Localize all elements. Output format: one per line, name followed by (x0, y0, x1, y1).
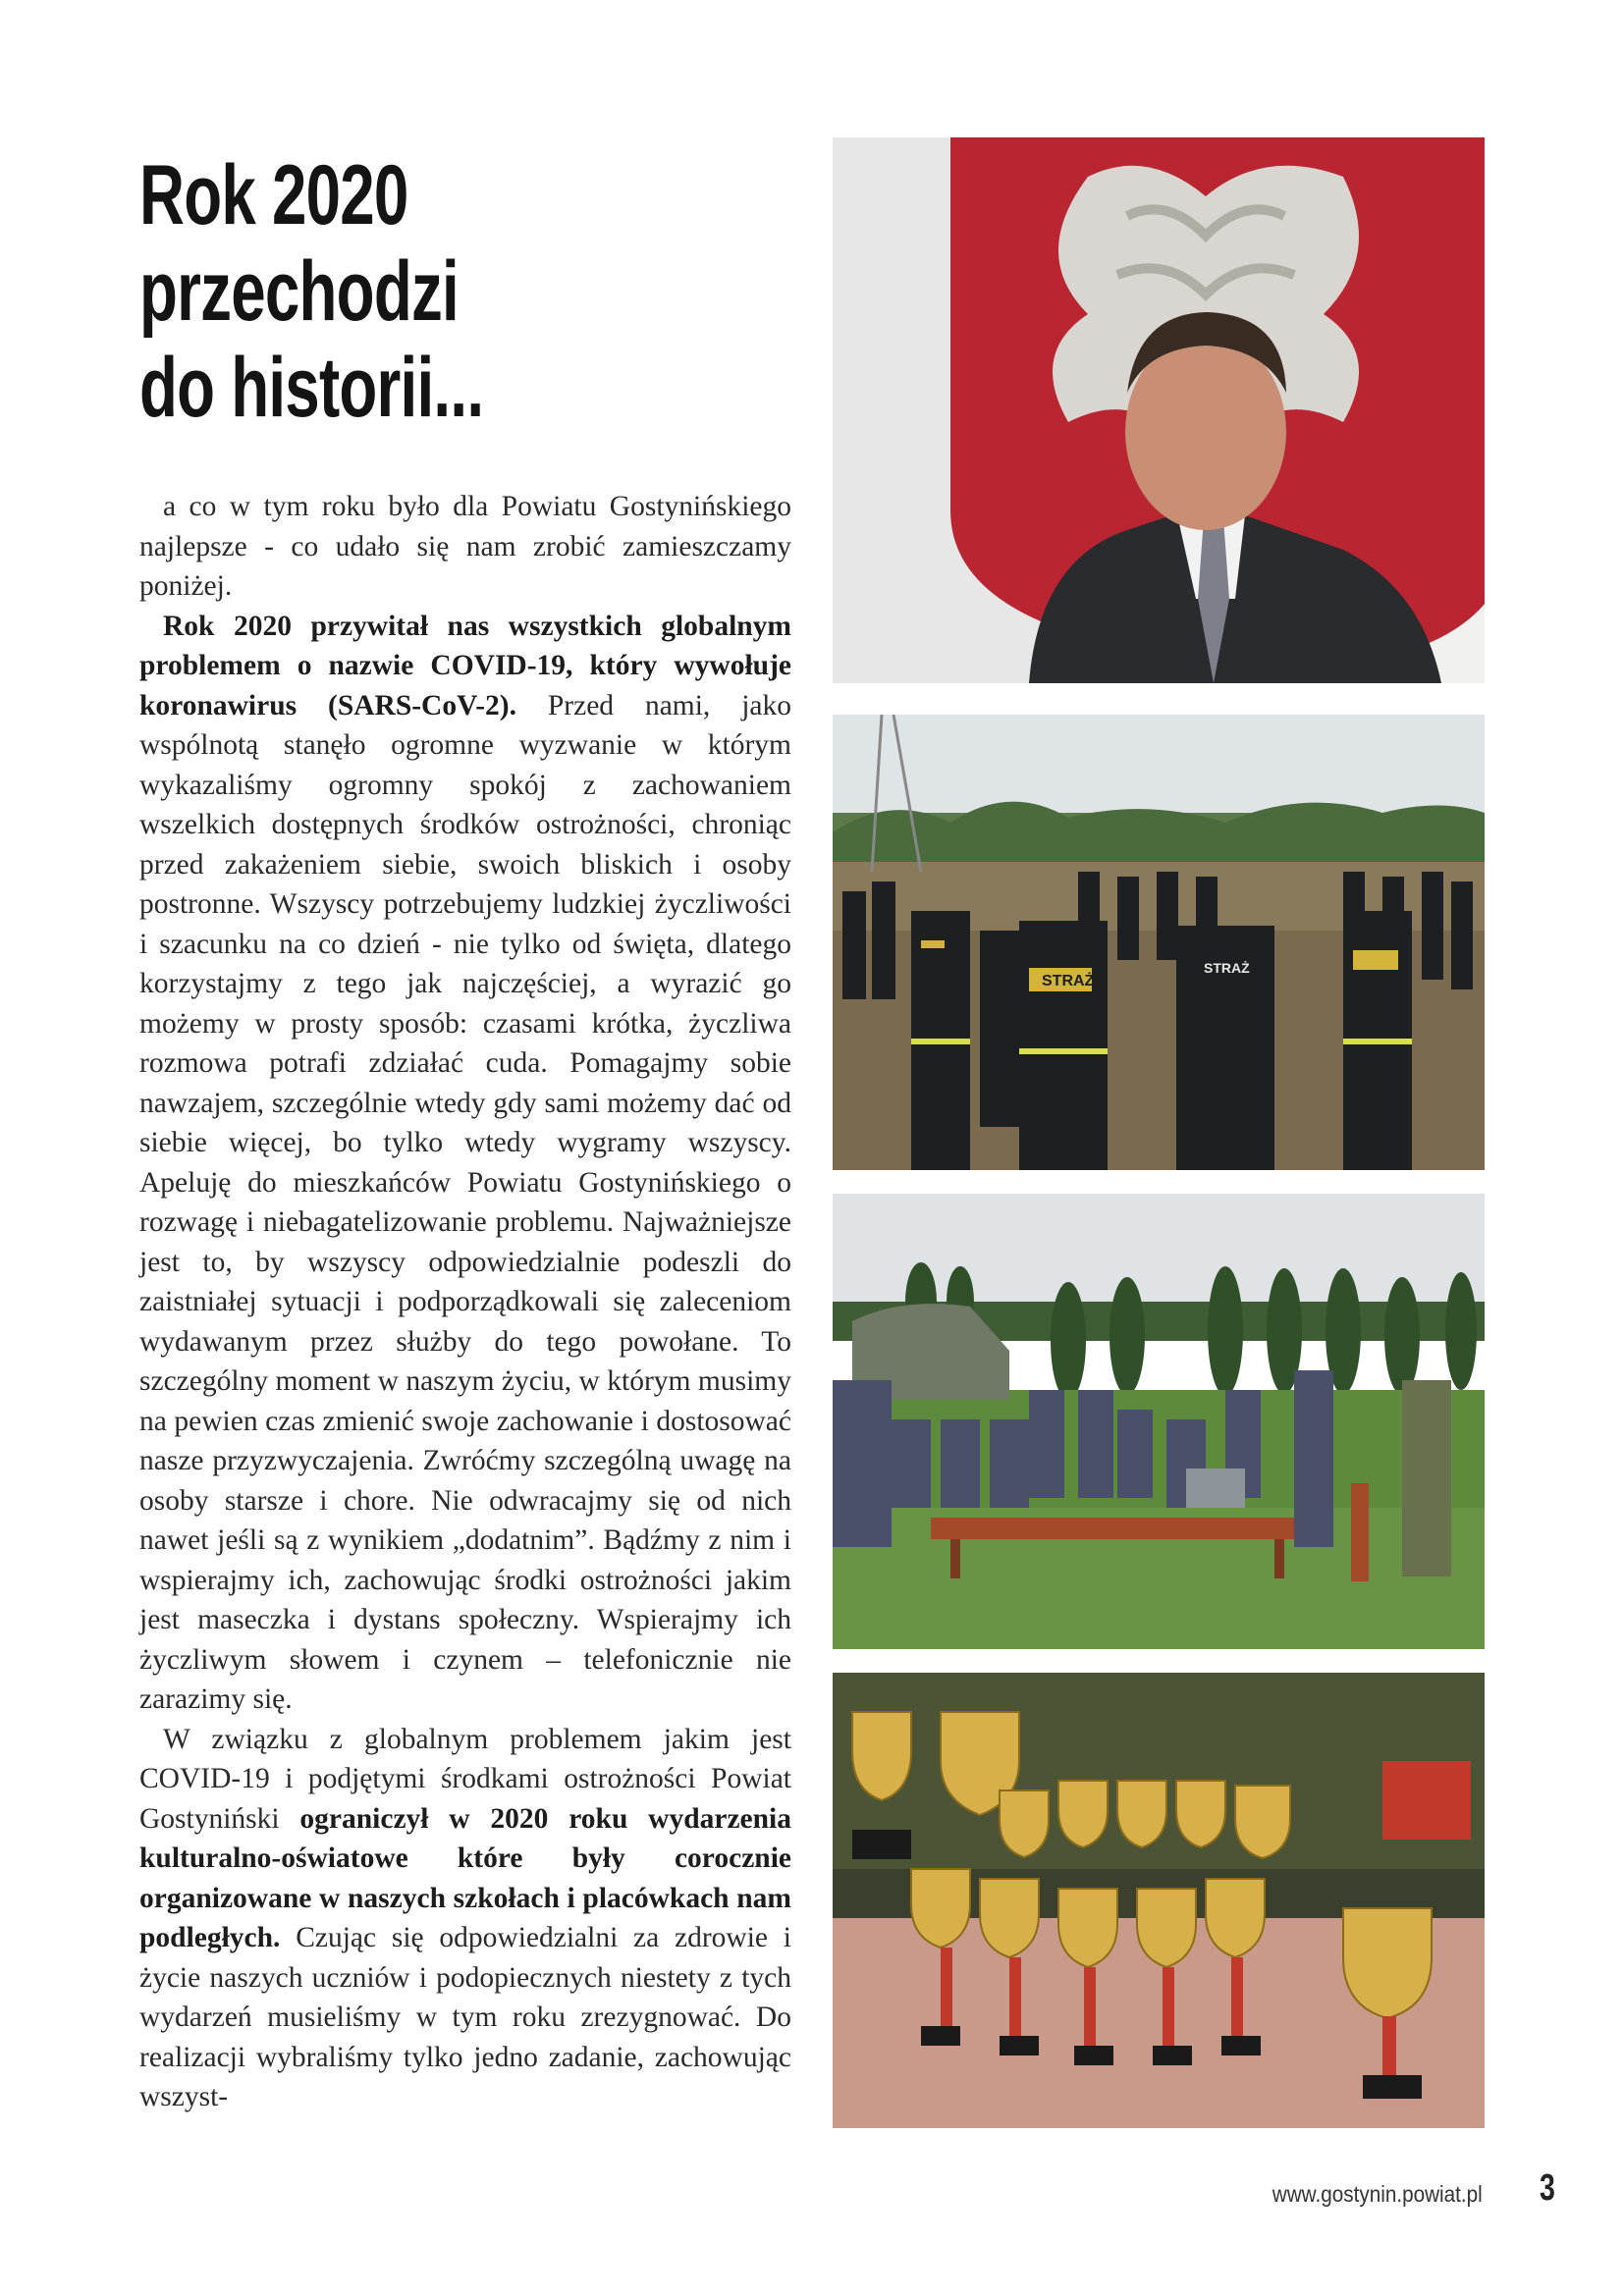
text-run: Czując się odpowiedzialni za zdrowie i życie naszych uczniów i podopiecznych niestety z tych wydarzeń musieliśmy w tym roku zrezygnować. Do realizacji wybraliśmy tylko jedno zadanie, zachowując wszyst- (139, 1922, 791, 2112)
footer-url: www.gostynin.powiat.pl (1272, 2181, 1483, 2207)
page-number: 3 (1540, 2167, 1555, 2209)
straz-label: STRAŻ (1042, 973, 1095, 989)
portrait-illustration (833, 137, 1485, 683)
bold-text: Rok 2020 przywitał nas wszystkich globalnym problemem o nazwie COVID-19, który wywołuje koronawirus (SARS-CoV-2). (139, 610, 791, 721)
text-run: W związku z globalnym problemem jakim jest COVID-19 i podjętymi środkami ostrożności Powiat Gostyniński (139, 1723, 791, 1835)
scouts-illustration (833, 1194, 1485, 1649)
body-paragraph (139, 607, 791, 1720)
title-line: do historii... (139, 341, 484, 435)
photo-scouts-campfire (833, 1194, 1485, 1649)
text-run: Przed nami, jako wspólnotą stanęło ogromne wyzwanie w którym wykazaliśmy ogromny spokój z zachowaniem wszelkich dostępnych środków ostrożności, chroniąc przed zakażeniem siebie, swoich bliskich i osoby postronne. Wszyscy potrzebujemy ludzkiej życzliwości i szacunku na co dzień - nie tylko od święta, dlatego korzystajmy z tego jak najczęściej, a wyrazić go możemy w prosty sposób: czasami krótka, życzliwa rozmowa potrafi zdziałać cuda. Pomagajmy sobie nawzajem, szczególnie wtedy gdy sami możemy dać od siebie więcej, bo tylko wtedy wygramy wszyscy. Apeluję do mieszkańców Powiatu Gostynińskiego o rozwagę i niebagatelizowanie problemu. Najważniejsze jest to, by wszyscy odpowiedzialnie podeszli do zaistniałej sytuacji i podporządkowali się zaleceniom wydawanym przez służby do tego powołane. To szczególny moment w naszym życiu, w którym musimy na pewien czas zmienić swoje zachowanie i dostosować nasze przyzwyczajenia. Zwróćmy szczególną uwagę na osoby starsze i chore. Nie odwracajmy się od nich nawet jeśli są z wynikiem „dodatnim”. Bądźmy z nim i wspierajmy ich, zachowując środki ostrożności jakim jest maseczka i dystans społeczny. Wspierajmy ich życzliwym słowem i czynem – telefonicznie nie zarazimy się. (139, 689, 791, 1715)
bold-text: ograniczył w 2020 roku wydarzenia kulturalno-oświatowe które były corocznie organizowane w naszych szkołach i placówkach nam podległych. (139, 1802, 791, 1953)
body-paragraph (139, 487, 791, 607)
article-body (139, 487, 791, 2117)
text-run: a co w tym roku było dla Powiatu Gostynińskiego najlepsze - co udało się nam zrobić zamieszczamy poniżej. (139, 491, 791, 602)
firefighters-illustration (833, 715, 1485, 1170)
straz-label: STRAŻ (1204, 960, 1250, 976)
body-paragraph (139, 1720, 791, 2117)
article-title (139, 147, 590, 436)
photo-firefighters-meeting (833, 715, 1485, 1170)
title-line: przechodzi (139, 244, 459, 339)
trophies-illustration (833, 1673, 1485, 2128)
photo-trophies (833, 1673, 1485, 2128)
title-line: Rok 2020 (139, 148, 408, 242)
photo-official-portrait (833, 137, 1485, 683)
